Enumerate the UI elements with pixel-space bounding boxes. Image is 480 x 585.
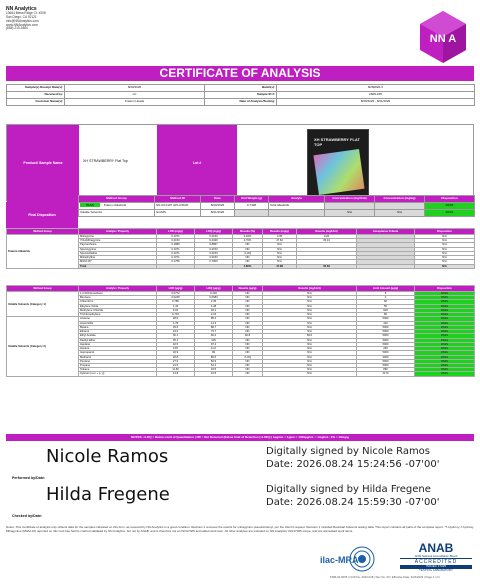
vs2-cell: Xylenes (o-m + p- g)	[79, 372, 157, 376]
mh-conc-kg: Concentration (mg/kg)	[375, 196, 425, 203]
alk-cell: ND	[233, 243, 263, 247]
vs2-cell: 5000	[357, 342, 415, 346]
vs-header-5: Results (mg/Unit)	[263, 286, 357, 292]
vs1-cell: Chloroform	[79, 300, 157, 304]
lot-label: Lot #	[157, 125, 237, 202]
alk-cell: 0.2153	[157, 239, 195, 243]
vs2-cell: 5000	[357, 351, 415, 355]
final-disposition-label: Final Disposition	[6, 202, 78, 228]
vs1-cell: PASS	[415, 292, 475, 296]
vs2-cell: 27.6	[157, 359, 195, 363]
vs2-group-label: Volatile Solvents (Category 2)	[7, 317, 79, 376]
checker-sig-line1: Digitally signed by Hilda Fregene	[266, 484, 431, 495]
vs1-cell: Ethylene Oxide	[79, 304, 157, 308]
vs2-cell: N/A	[263, 363, 357, 367]
alk-cell: N/A	[415, 251, 475, 255]
vs2-cell: 90.2	[195, 334, 233, 338]
form-footer: FRM-04-0005 | CCR No. 2023-018 | Rev No. 03 | Effective Date: 3/24/2023 | Page 1 of 1	[330, 575, 440, 579]
vs2-cell: 3.87	[157, 347, 195, 351]
vs1-cell: 60	[357, 300, 415, 304]
alk-cell: N/A	[415, 256, 475, 260]
checker-name: Hilda Fregene	[46, 484, 170, 505]
alk-cell: 47.62	[263, 239, 297, 243]
vs2-cell: ND	[233, 325, 263, 329]
vs2-cell: Propane	[79, 363, 157, 367]
alk-cell: 0.1756	[157, 260, 195, 264]
vs1-cell: 0.232	[195, 292, 233, 296]
vs1-cell: Methylene Chloride	[79, 308, 157, 312]
anab-line3: ISO/IEC 17025	[400, 565, 472, 569]
vs1-cell: PASS	[415, 313, 475, 317]
mh-conc-unit: Concentration (mg/Unit)	[325, 196, 375, 203]
vs2-cell: PASS	[415, 334, 475, 338]
anab-line1: ANSI National Accreditation Board	[414, 554, 458, 558]
vs1-cell: N/A	[263, 313, 357, 317]
logo-text: NN A	[429, 33, 457, 45]
product-name-label: Product/ Sample Name	[7, 125, 79, 202]
vs2-cell: 88.7	[195, 325, 233, 329]
sampleid-label: Sample ID #:	[205, 92, 277, 99]
lab-header	[6, 6, 266, 31]
alk-cell: 0.04%	[233, 235, 263, 239]
sample-info-table	[6, 84, 475, 106]
vs2-cell: 34.5	[195, 368, 233, 372]
vs2-cell: Acetonitrile	[79, 321, 157, 325]
fd-row1-date: 8/20/2026	[201, 203, 235, 210]
vs1-cell: 1,2-Dichloroethane	[79, 292, 157, 296]
customer-label: Customer Name(s):	[7, 99, 65, 106]
lab-address-1: 10664 Mesa Ridge Ct. #208	[6, 11, 46, 15]
vs2-cell: N/A	[263, 351, 357, 355]
alk-total-cell: Total	[79, 264, 157, 268]
alk-group-label: Kratom Alkaloids	[7, 235, 79, 269]
vs2-cell: 92.8	[233, 334, 263, 338]
vs2-cell: 82.9	[195, 359, 233, 363]
fd-row2-conc-kg: N/A	[375, 210, 425, 217]
alk-cell: 0.1071	[157, 235, 195, 239]
vs2-cell: PASS	[415, 338, 475, 342]
performed-by-label: Performed by/Date:	[12, 476, 46, 480]
vs2-cell: Diethyl Ether	[79, 338, 157, 342]
mh-date: Date	[201, 196, 235, 203]
vs1-cell: N/A	[263, 304, 357, 308]
vs2-cell: 35.1	[157, 338, 195, 342]
vs2-cell: PASS	[415, 359, 475, 363]
footnote-text: Notes: This Certificate of analysis only reflects data for the samples indicated on this form, as received by NN Analytics in a good condition. Revision 1 removes the results for mitragynine pseudoindoxyl, per the client's request. Revision 1 included Residual Solvents testing data. This report contains all parts of the complete report. *7-Hydroxy-7-hydroxy Mitragynine (MGM-16) reported on this CoA has had its method validated by NN Analytics, but not by ANAB, and is therefore not an ISO17025 accredited work item. All other analytes are included on NN Analytics' ISO17025 scope, and are accredited work items.	[6, 525, 474, 534]
final-pass-badge: PASS	[80, 203, 100, 207]
vs2-cell: 5000	[357, 330, 415, 334]
alk-cell: 7OH-Mitragynine	[79, 239, 157, 243]
vs2-cell: 97.4	[195, 342, 233, 346]
dates-value: 8/20/2026 - 8/21/2026	[277, 99, 475, 106]
fd-row2-date: 8/21/2026	[201, 210, 235, 217]
lab-email: info@NNAnalytics.com	[6, 18, 39, 23]
vs1-cell: 0.786	[157, 300, 195, 304]
fd-row1-weight: 0.7438	[235, 203, 269, 210]
alk-cell: 35.43	[297, 239, 357, 243]
vs2-cell: 32.5	[157, 342, 195, 346]
vs2-cell: ND	[233, 372, 263, 376]
nn-analytics-logo	[418, 10, 468, 64]
vs2-cell: 5000	[357, 338, 415, 342]
vs2-cell: 5000	[357, 317, 415, 321]
vs-header-6: Limit Amount (µg/g)	[357, 286, 415, 292]
vs2-cell: 26.8	[157, 355, 195, 359]
product-image-text: XH STRAWBERRY FLAT TOP	[314, 137, 360, 147]
vs2-cell: 14.8	[157, 372, 195, 376]
vs1-cell: PASS	[415, 308, 475, 312]
alk-cell: 0.2153	[195, 235, 233, 239]
alk-cell: Mitraphylline	[79, 256, 157, 260]
receipt-value: 8/20/2026	[65, 85, 205, 92]
vs1-cell: ND	[233, 308, 263, 312]
vs2-cell: Methanol	[79, 355, 157, 359]
vs2-cell: ND	[233, 359, 263, 363]
vs1-cell: ND	[233, 296, 263, 300]
alk-total-cell: N/A	[415, 264, 475, 268]
performer-sig-line1: Digitally signed by Nicole Ramos	[266, 446, 431, 457]
vs2-cell: PASS	[415, 368, 475, 372]
alk-cell: MGM-16*	[79, 260, 157, 264]
vs2-cell: 99	[195, 351, 233, 355]
receipt-label: Sample(s) Receipt Date(s):	[7, 85, 65, 92]
alk-cell: 0.35	[263, 235, 297, 239]
alk-total-cell	[157, 264, 195, 268]
alk-cell: 0.7000	[195, 260, 233, 264]
vs1-cell: N/A	[263, 308, 357, 312]
vs2-cell: Acetone	[79, 317, 157, 321]
alk-header-6: Results (mg/Unit)	[297, 229, 357, 235]
vs2-cell: 29.6	[157, 325, 195, 329]
alk-cell: <LOQ	[233, 251, 263, 255]
ilac-text: ilac-MRA	[320, 555, 359, 565]
vs2-cell: N/A	[263, 338, 357, 342]
vs2-cell: 5000	[357, 363, 415, 367]
batch-value: B260820-3	[277, 85, 475, 92]
vs1-cell: N/A	[263, 296, 357, 300]
alk-cell: Mitragynine	[79, 235, 157, 239]
alk-cell: ND	[233, 247, 263, 251]
alk-cell: 4.76%	[233, 239, 263, 243]
vs-header-1: Analyte / Property	[79, 286, 157, 292]
performed-by-signature	[6, 444, 474, 482]
mh-disposition: Disposition	[425, 196, 475, 203]
alk-header-5: Results (mg/g)	[263, 229, 297, 235]
alk-cell: 0.8867	[195, 243, 233, 247]
alk-total-cell: 47.98	[263, 264, 297, 268]
certificate-title: CERTIFICATE OF ANALYSIS	[6, 66, 474, 81]
vs2-cell: N/A	[263, 359, 357, 363]
vs1-cell: N/A	[263, 292, 357, 296]
alk-cell: ND	[233, 260, 263, 264]
fd-row2-group: Volatile Solvents	[79, 210, 155, 217]
vs-header-7: Disposition	[415, 286, 475, 292]
vs2-cell: N/A	[263, 355, 357, 359]
vs1-cell: N/A	[263, 300, 357, 304]
customer-value: Kratom Heads	[65, 99, 205, 106]
checked-by-signature	[6, 484, 474, 522]
alk-total-cell: 4.80%	[233, 264, 263, 268]
alk-header-7: Acceptance Criteria	[357, 229, 415, 235]
vs2-cell: Isopropanol	[79, 351, 157, 355]
alk-cell: 0.2153	[195, 247, 233, 251]
alk-cell: N/A	[415, 235, 475, 239]
vs2-cell: 21.5	[157, 363, 195, 367]
vs1-cell: 0.719	[157, 313, 195, 317]
alk-total-acceptance	[357, 264, 415, 268]
fd-row2-weight	[235, 210, 269, 217]
fd-row2-analyte	[269, 210, 325, 217]
alk-cell: 0.1071	[157, 251, 195, 255]
mh-analyte: Analyte	[269, 196, 325, 203]
vs2-cell: Butane	[79, 325, 157, 329]
vs1-cell: Trichloroethylene	[79, 313, 157, 317]
vs1-cell: ND	[233, 313, 263, 317]
alk-cell: 0.2153	[195, 256, 233, 260]
alk-cell: N/A	[415, 243, 475, 247]
received-value: LC	[65, 92, 205, 99]
vs2-cell: 30.1	[157, 334, 195, 338]
vs1-group-label: Volatile Solvents (Category 1)	[7, 292, 79, 317]
vs2-cell: 69.0	[263, 334, 357, 338]
vs2-cell: 4.78	[157, 321, 195, 325]
alk-header-1: Analyte / Property	[79, 229, 157, 235]
fd-row2-conc-unit: N/A	[325, 210, 375, 217]
vs2-cell: PASS	[415, 317, 475, 321]
alk-cell: N/A	[415, 239, 475, 243]
vs1-cell: 600	[357, 308, 415, 312]
alk-cell: N/A	[263, 247, 297, 251]
vs2-cell: Hexane	[79, 347, 157, 351]
vs1-cell: Benzene	[79, 296, 157, 300]
vs2-cell: 73.7	[195, 330, 233, 334]
volatile-solvents-table	[6, 285, 475, 377]
vs2-cell: 5000	[357, 334, 415, 338]
lab-phone: (858) 215-1864	[6, 26, 28, 31]
alk-header-8: Disposition	[415, 229, 475, 235]
vs2-cell: 24.6	[157, 330, 195, 334]
vs2-cell: Heptane	[79, 342, 157, 346]
vs2-cell: ND	[233, 351, 263, 355]
vs2-cell: ND	[233, 317, 263, 321]
vs2-cell: ND	[233, 330, 263, 334]
vs2-cell: PASS	[415, 351, 475, 355]
vs2-cell: PASS	[415, 355, 475, 359]
vs2-cell: Ethanol	[79, 330, 157, 334]
fd-row1-group: PASS Kratom Alkaloids	[79, 203, 155, 210]
vs1-cell: 0.0683	[195, 296, 233, 300]
dates-label: Date of Analysis/Testing:	[205, 99, 277, 106]
vs1-cell: 4.28	[195, 304, 233, 308]
fd-row2-id: GC/MS	[155, 210, 201, 217]
lab-website: www.NNAnalytics.com	[6, 22, 38, 27]
product-packaging-holo	[313, 149, 364, 195]
mh-method-group: Method Group	[79, 196, 155, 203]
mh-unit-weight: Unit Weight (g)	[235, 196, 269, 203]
vs2-cell: 64.4	[195, 363, 233, 367]
lab-name: NN Analytics	[6, 6, 37, 12]
vs2-cell: N/A	[263, 347, 357, 351]
fd-row1-conc-unit	[325, 203, 375, 210]
fd-row2-disposition: PASS	[425, 210, 475, 217]
vs2-cell: ND	[233, 338, 263, 342]
alk-cell: N/A	[263, 243, 297, 247]
alk-cell: 0.1889	[157, 243, 195, 247]
fd-row1-conc-kg	[375, 203, 425, 210]
vs2-cell: PASS	[415, 330, 475, 334]
product-name-value: XH STRAWBERRY Flat Top	[83, 159, 128, 163]
vs2-cell: 11.50	[157, 368, 195, 372]
vs2-cell: PASS	[415, 363, 475, 367]
alk-cell: N/A	[263, 260, 297, 264]
product-section	[6, 124, 474, 201]
vs2-cell: 3000	[357, 355, 415, 359]
vs1-cell: PASS	[415, 296, 475, 300]
vs1-cell: 2	[357, 296, 415, 300]
vs2-cell: ND	[233, 342, 263, 346]
vs2-cell: N/A	[263, 368, 357, 372]
alk-cell: 0.1071	[157, 247, 195, 251]
fd-row1-analyte: Total Alkaloids	[269, 203, 325, 210]
alkaloids-table	[6, 228, 475, 269]
alk-header-2: LOD (mg/g)	[157, 229, 195, 235]
anab-big-text: ANAB	[418, 541, 454, 555]
alk-header-4: Results (%)	[233, 229, 263, 235]
vs2-cell: ND	[233, 347, 263, 351]
vs1-cell: PASS	[415, 304, 475, 308]
received-label: Received by:	[7, 92, 65, 99]
checker-sig-line2: Date: 2026.08.24 15:59:30 -07'00'	[266, 497, 440, 508]
mh-method-id: Method ID	[155, 196, 201, 203]
vs1-cell: 80	[357, 313, 415, 317]
vs-header-0: Method Group	[7, 286, 79, 292]
vs2-cell: ND	[233, 363, 263, 367]
checked-by-label: Checked by/Date:	[12, 514, 43, 518]
alk-cell: 0.26	[297, 235, 357, 239]
alk-cell: N/A	[263, 256, 297, 260]
vs2-cell: PASS	[415, 342, 475, 346]
vs-header-2: LOD (µg/g)	[157, 286, 195, 292]
vs2-cell: Ethyl Acetate	[79, 334, 157, 338]
vs2-cell: 28.5	[157, 317, 195, 321]
alk-cell: ND	[233, 256, 263, 260]
lab-address-2: San Diego, CA 92121	[6, 14, 37, 19]
vs2-cell: PASS	[415, 321, 475, 325]
alk-cell: N/A	[263, 251, 297, 255]
vs2-cell: N/A	[263, 372, 357, 376]
product-image	[307, 129, 369, 198]
vs2-cell: 890	[357, 368, 415, 372]
vs1-cell: 2.36	[195, 300, 233, 304]
batch-label: Batch(s):	[205, 85, 277, 92]
alk-cell: 0.2153	[195, 251, 233, 255]
vs2-cell: N/A	[263, 342, 357, 346]
vs2-cell: 11.6	[195, 347, 233, 351]
vs1-cell: 1.43	[157, 304, 195, 308]
vs1-cell: PASS	[415, 300, 475, 304]
performer-sig-line2: Date: 2026.08.24 15:24:56 -07'00'	[266, 459, 440, 470]
vs1-cell: 0.0228	[157, 296, 195, 300]
vs1-cell: 5	[357, 292, 415, 296]
alk-cell: 0.4329	[195, 239, 233, 243]
alk-cell: N/A	[415, 260, 475, 264]
anab-line2: ACCREDITED	[400, 558, 472, 565]
vs1-cell: ND	[233, 292, 263, 296]
vs2-cell: N/A	[263, 317, 357, 321]
fd-row1-id: NN-03-0107 HPLC/DAD	[155, 203, 201, 210]
vs2-cell: 5000	[357, 359, 415, 363]
vs2-cell: 14.3	[195, 321, 233, 325]
vs1-cell: 50	[357, 304, 415, 308]
alk-cell: Speciociliatine	[79, 251, 157, 255]
vs2-cell: 105	[195, 338, 233, 342]
vs2-cell: PASS	[415, 372, 475, 376]
vs2-cell: 32.9	[157, 351, 195, 355]
vs2-cell: PASS	[415, 325, 475, 329]
vs1-cell: 6.04	[157, 308, 195, 312]
alk-cell: N/A	[415, 247, 475, 251]
vs1-cell: 0.0772	[157, 292, 195, 296]
vs2-cell: 5000	[357, 325, 415, 329]
vs2-cell: Pentane	[79, 359, 157, 363]
vs1-cell: 2.16	[195, 313, 233, 317]
sampleid-value: 2608-158	[277, 92, 475, 99]
alk-cell: 0.1071	[157, 256, 195, 260]
vs-header-4: Results (µg/g)	[233, 286, 263, 292]
vs2-cell: ND	[233, 368, 263, 372]
alk-total-cell	[195, 264, 233, 268]
vs2-cell: N/A	[263, 321, 357, 325]
alk-header-0: Method Group	[7, 229, 79, 235]
vs1-cell: ND	[233, 300, 263, 304]
alk-cell: Speciogynine	[79, 247, 157, 251]
vs1-cell: 18.1	[195, 308, 233, 312]
fd-row1-disposition: PASS	[425, 203, 475, 210]
notes-bar: NOTES: <LOQ = Below Limit of Quantitation | ND = Not Detected (Below limit of Detection (<LOD)) | 1µg/mL = 1ppm = 1000µg/mL = 1mg/mL; 1% = 10mg/g	[6, 434, 474, 441]
anab-line4: TESTING LABORATORY	[418, 567, 453, 572]
vs2-cell: <LOQ	[233, 355, 263, 359]
vs2-cell: Toluene	[79, 368, 157, 372]
alk-total-cell: 35.69	[297, 264, 357, 268]
vs2-cell: PASS	[415, 347, 475, 351]
vs2-cell: 44.5	[195, 372, 233, 376]
vs2-cell: ND	[233, 321, 263, 325]
alk-cell: Paynantheine	[79, 243, 157, 247]
vs1-cell: ND	[233, 304, 263, 308]
vs2-cell: 80.5	[195, 355, 233, 359]
vs2-cell: N/A	[263, 330, 357, 334]
vs2-cell: 410	[357, 321, 415, 325]
vs2-cell: 290	[357, 347, 415, 351]
vs2-cell: 2170	[357, 372, 415, 376]
performer-name: Nicole Ramos	[46, 446, 169, 467]
method-summary-table	[78, 195, 475, 217]
vs2-cell: N/A	[263, 325, 357, 329]
vs-header-3: LOQ (µg/g)	[195, 286, 233, 292]
vs2-cell: 85.4	[195, 317, 233, 321]
alk-header-3: LOQ (mg/g)	[195, 229, 233, 235]
